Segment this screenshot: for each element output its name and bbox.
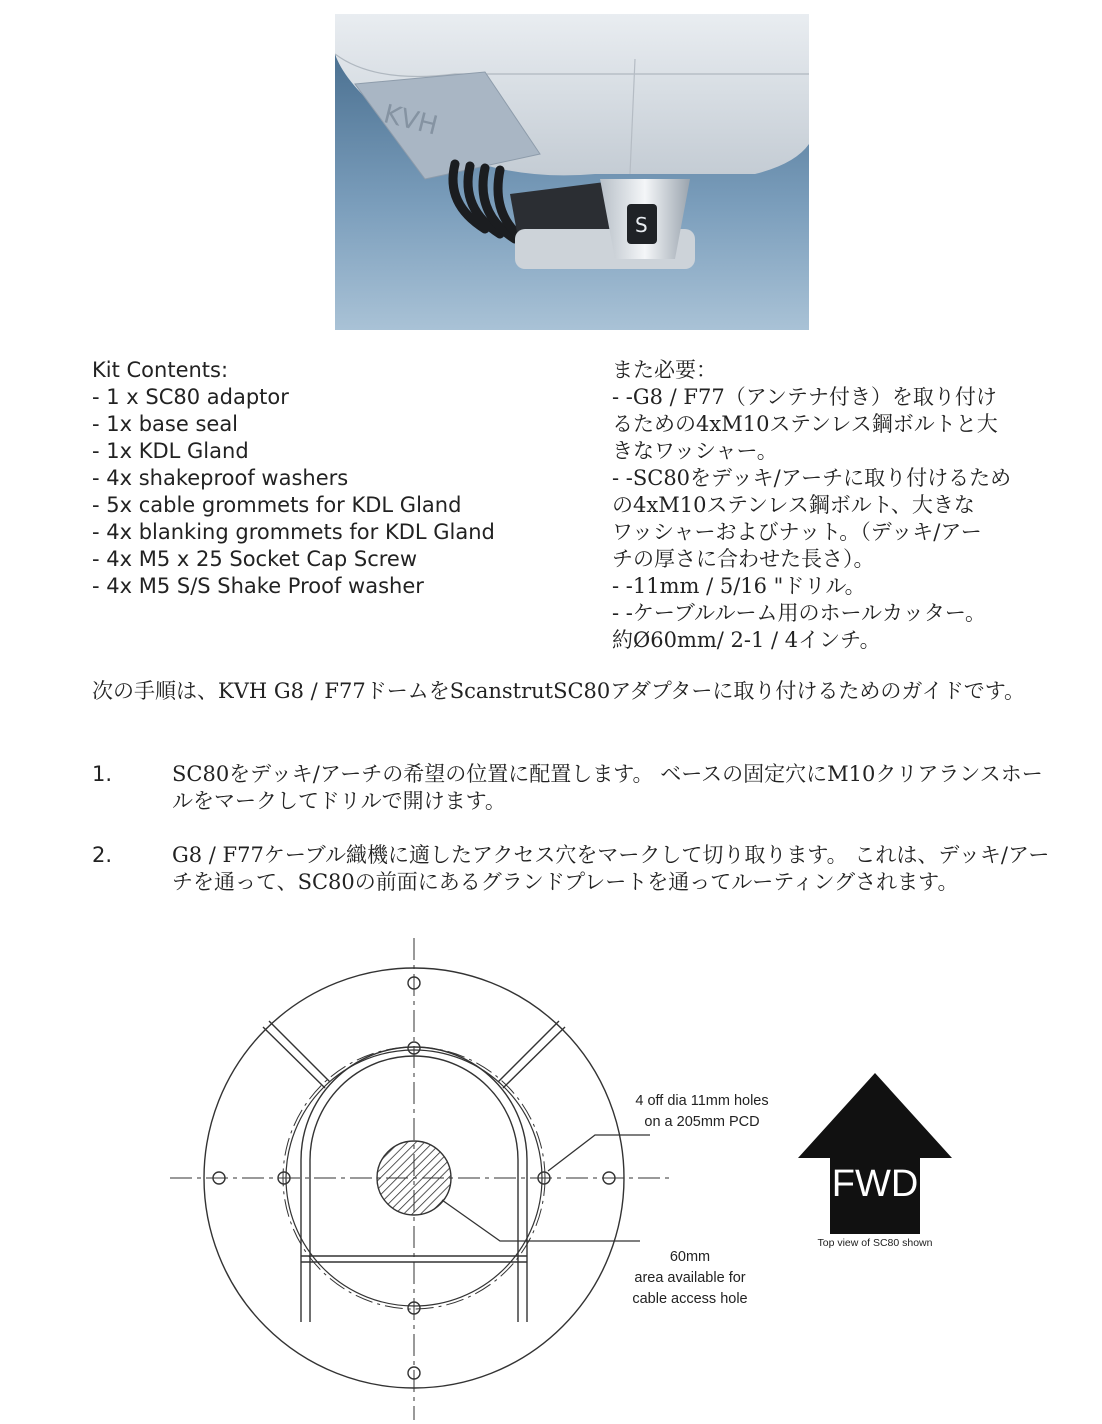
cable-label: 60mm: [669, 1249, 711, 1265]
kit-item: - 4x M5 S/S Shake Proof washer: [92, 574, 424, 598]
fwd-label: FWD: [831, 1163, 919, 1205]
also-needed-line: るための4xM10ステンレス鋼ボルトと大: [612, 412, 998, 436]
kit-item: - 1x KDL Gland: [92, 439, 249, 463]
kit-item: - 4x shakeproof washers: [92, 466, 349, 490]
also-needed-line: - -ケーブルルーム用のホールカッター。: [612, 601, 986, 625]
also-needed-line: の4xM10ステンレス鋼ボルト、大きな: [612, 493, 975, 517]
sc80-adapter-image: [335, 14, 809, 330]
fwd-arrow-icon: [798, 1073, 952, 1234]
step-number: 2.: [92, 843, 113, 867]
top-view-caption: Top view of SC80 shown: [817, 1237, 933, 1249]
kit-item: - 1x base seal: [92, 412, 239, 436]
also-needed-line: 約Ø60mm/ 2-1 / 4インチ。: [612, 628, 881, 652]
also-needed-line: きなワッシャー。: [612, 439, 778, 463]
also-needed: [612, 357, 1011, 654]
kit-heading: Kit Contents:: [92, 358, 229, 382]
also-needed-line: - -11mm / 5/16 "ドリル。: [612, 574, 866, 598]
cable-access-area: [377, 1141, 451, 1215]
also-needed-heading: また必要：: [612, 358, 717, 382]
cable-label: area available for: [634, 1270, 746, 1286]
sc80-top-view-diagram: [170, 938, 960, 1420]
holes-label: on a 205mm PCD: [644, 1114, 760, 1130]
step-text: G8 / F77ケーブル織機に適したアクセス穴をマークして切り取ります。 これは、デッキ/アーチを通って、SC80の前面にあるグランドプレートを通ってルーティングされます。: [172, 843, 1050, 894]
also-needed-line: ワッシャーおよびナット。（デッキ/アー: [612, 520, 982, 544]
kit-item: - 5x cable grommets for KDL Gland: [92, 493, 462, 517]
cable-label: cable access hole: [632, 1291, 748, 1307]
also-needed-line: チの厚さに合わせた長さ）。: [612, 547, 875, 571]
product-photo: [335, 14, 809, 330]
kvh-logo-text: KVH: [380, 99, 441, 142]
step-text: SC80をデッキ/アーチの希望の位置に配置します。 ベースの固定穴にM10クリアランスホールをマークしてドリルで開けます。: [172, 762, 1043, 813]
scanstrut-badge-text: S: [635, 213, 648, 237]
kit-item: - 1 x SC80 adaptor: [92, 385, 289, 409]
holes-label: 4 off dia 11mm holes: [635, 1093, 769, 1109]
step-number: 1.: [92, 762, 113, 786]
also-needed-line: - -SC80をデッキ/アーチに取り付けるため: [612, 466, 1012, 490]
kit-contents: [92, 357, 495, 600]
kit-item: - 4x blanking grommets for KDL Gland: [92, 520, 495, 544]
kit-item: - 4x M5 x 25 Socket Cap Screw: [92, 547, 418, 571]
also-needed-line: - -G8 / F77（アンテナ付き）を取り付け: [612, 385, 997, 409]
intro-paragraph: 次の手順は、KVH G8 / F77ドームをScanstrutSC80アダプターに取り付けるためのガイドです。: [92, 679, 1026, 703]
